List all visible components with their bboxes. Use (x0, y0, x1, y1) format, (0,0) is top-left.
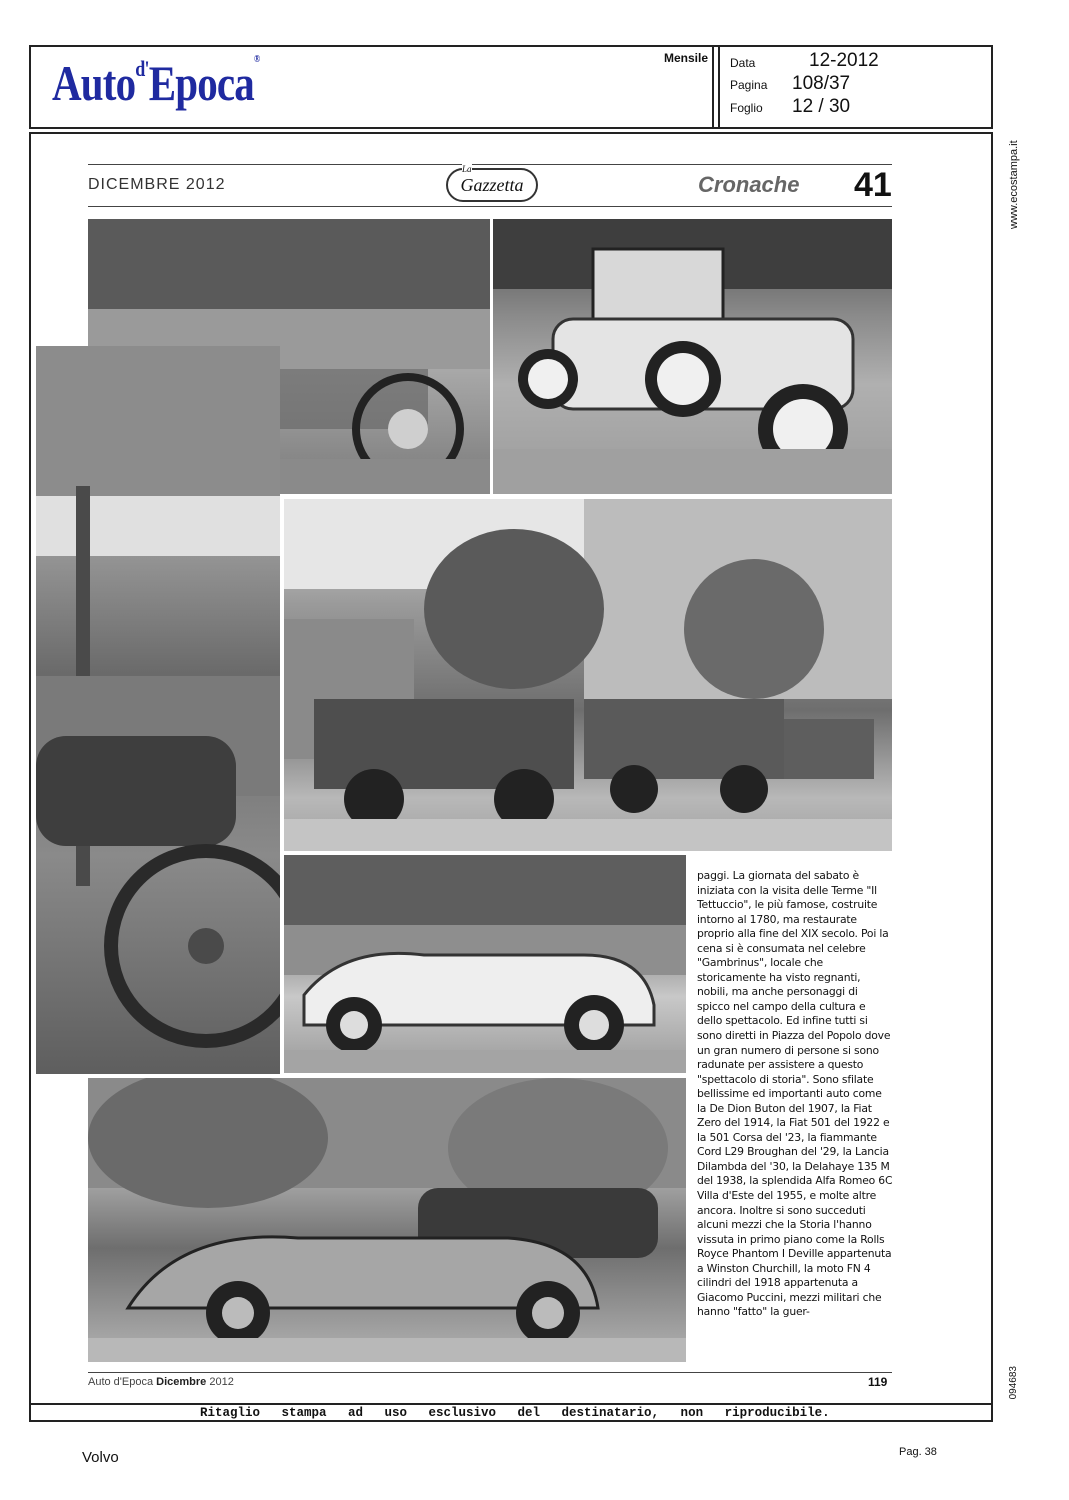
clipping-note: Ritaglio stampa ad uso esclusivo del destinatario, non riproducibile. (200, 1406, 830, 1420)
magazine-rule (88, 206, 892, 207)
meta-value-foglio: 12 / 30 (792, 96, 851, 117)
frequency-label: Mensile (664, 51, 709, 65)
clipping-code: 094683 (1008, 1366, 1019, 1400)
magazine-footer: Auto d'Epoca Dicembre 2012 (88, 1376, 234, 1388)
vintage-car-illustration (493, 219, 892, 494)
photo-white-roadster (284, 855, 686, 1073)
masthead-name: Gazzetta (460, 175, 524, 195)
meta-label-pagina: Pagina (730, 78, 768, 92)
magazine-footer-page: 119 (868, 1375, 888, 1389)
article-text (697, 869, 893, 1320)
photo-convertibles (88, 1078, 686, 1362)
article-paragraph: paggi. La giornata del sabato è iniziata con la visita delle Terme "Il Tettuccio", le più famose, costruite intorno al 1780, ma restaurate proprio alla fine del XIX secolo. Poi la cena si è consumata nel celebre "Gambrinus", locale che storicamente ha visto regnanti, nobili, ma anche personaggi di spicco nel campo della cultura e dello spettacolo. Ed infine tutti si sono diretti in Piazza del Popolo dove un gran numero di persone si sono radunate per assistere a questo "spettacolo di storia". Sono sfilate bellissime ed importanti auto come la De Dion Buton del 1907, la Fiat Zero del 1914, la Fiat 501 del 1922 e la 501 Corsa del '23, la fiammante Cord L29 Broughan del '29, la Lancia Dilambda del '30, la Delahaye 135 M del 1938, la splendida Alfa Romeo 6C Villa d'Este del 1955, e molte altre ancora. Inoltre si sono succeduti alcuni mezzi che la Storia l'hanno vissuta in primo piano come la Rolls Royce Phantom I Deville appartenuta a Winston Churchill, la moto FN 4 cilindri del 1918 appartenuta a Giacomo Puccini, mezzi militari che hanno "fatto" la guer- (697, 869, 893, 1319)
military-jeeps-illustration (284, 499, 892, 851)
meta-label-data: Data (730, 56, 756, 70)
convertibles-illustration (88, 1078, 686, 1362)
ecostampa-url: www.ecostampa.it (1008, 140, 1020, 229)
white-roadster-illustration (284, 855, 686, 1073)
meta-label-foglio: Foglio (730, 101, 763, 115)
frame-divider (29, 1403, 993, 1405)
meta-value-pagina: 108/37 (792, 73, 851, 94)
magazine-rule (88, 164, 892, 165)
sidecar-wheel-illustration (36, 346, 280, 1074)
photo-military-jeeps (284, 499, 892, 851)
page-number: Pag. 38 (899, 1446, 937, 1458)
masthead-prefix: La (462, 164, 472, 174)
client-name: Volvo (82, 1449, 119, 1466)
magazine-page-number: 41 (854, 166, 892, 204)
magazine-footer-rule (88, 1372, 892, 1373)
meta-value-data: 12-2012 (809, 50, 879, 71)
photo-sidecar-wheel (36, 346, 280, 1074)
section-title: Cronache (698, 172, 800, 197)
header-divider (718, 45, 720, 129)
magazine-date: DICEMBRE 2012 (88, 176, 226, 193)
gazzetta-masthead (446, 164, 538, 202)
photo-vintage-car (493, 219, 892, 494)
auto-depoca-logo: Auto$^{d'}$Epoca® (52, 54, 260, 111)
header-divider (712, 45, 714, 129)
